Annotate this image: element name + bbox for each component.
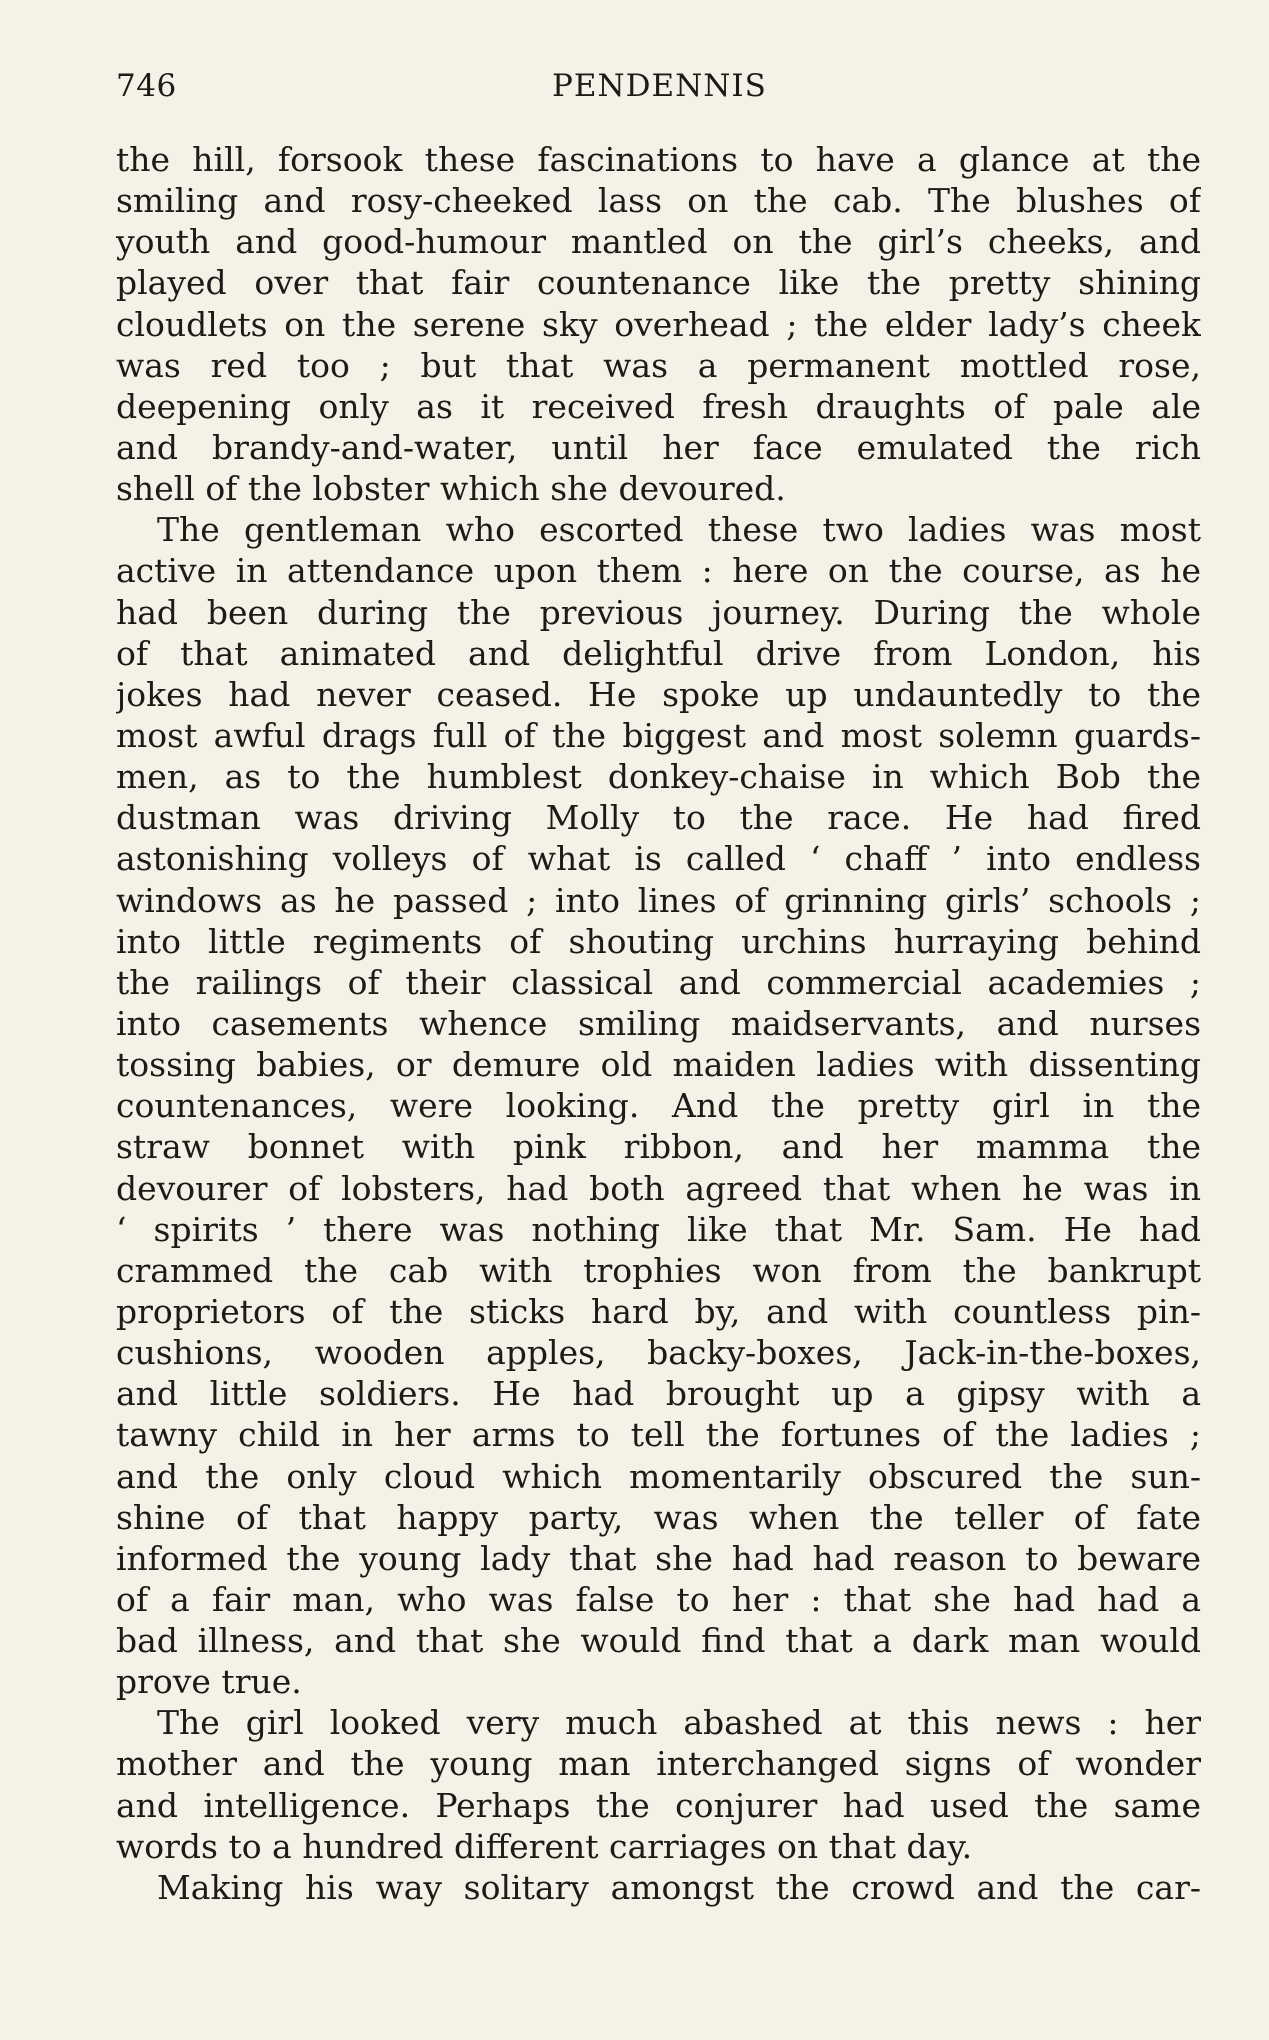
page-header xyxy=(116,62,1201,110)
text-line: tossing babies, or demure old maiden ladies with dissenting xyxy=(116,1045,1201,1085)
text-line: words to a hundred different carriages on that day. xyxy=(116,1826,973,1866)
text-line: astonishing volleys of what is called ‘ chaff ’ into endless xyxy=(116,839,1201,879)
text-line: jokes had never ceased. He spoke up undauntedly to the xyxy=(116,674,1201,714)
text-line: tawny child in her arms to tell the fortunes of the ladies ; xyxy=(116,1415,1201,1455)
text-line: The gentleman who escorted these two ladies was most xyxy=(157,510,1201,550)
text-line: had been during the previous journey. During the whole xyxy=(116,592,1201,632)
text-line: windows as he passed ; into lines of grinning girls’ schools ; xyxy=(116,880,1201,920)
text-line: youth and good-humour mantled on the girl’s cheeks, and xyxy=(116,222,1201,262)
text-line: countenances, were looking. And the pretty girl in the xyxy=(116,1086,1201,1126)
page-number: 746 xyxy=(116,68,177,104)
text-line: prove true. xyxy=(116,1662,302,1702)
text-line: Making his way solitary amongst the crowd and the car- xyxy=(157,1867,1201,1907)
text-line: proprietors of the sticks hard by, and with countless pin- xyxy=(116,1291,1201,1331)
text-line: active in attendance upon them : here on the course, as he xyxy=(116,551,1201,591)
text-line: deepening only as it received fresh draughts of pale ale xyxy=(116,386,1201,426)
text-line: and intelligence. Perhaps the conjurer had used the same xyxy=(116,1785,1201,1825)
text-line: and little soldiers. He had brought up a gipsy with a xyxy=(116,1374,1201,1414)
text-line: bad illness, and that she would find that a dark man would xyxy=(116,1621,1201,1661)
text-line: crammed the cab with trophies won from the bankrupt xyxy=(116,1250,1201,1290)
text-line: dustman was driving Molly to the race. He had fired xyxy=(116,798,1201,838)
text-line: smiling and rosy-cheeked lass on the cab. The blushes of xyxy=(116,181,1201,221)
text-line: into casements whence smiling maidservants, and nurses xyxy=(116,1003,1201,1043)
text-line: into little regiments of shouting urchins hurraying behind xyxy=(116,921,1201,961)
text-line: straw bonnet with pink ribbon, and her mamma the xyxy=(116,1127,1201,1167)
text-line: and the only cloud which momentarily obscured the sun- xyxy=(116,1456,1201,1496)
text-line: ‘ spirits ’ there was nothing like that Mr. Sam. He had xyxy=(116,1209,1201,1249)
text-line: cushions, wooden apples, backy-boxes, Jack-in-the-boxes, xyxy=(116,1333,1201,1373)
text-line: shell of the lobster which she devoured. xyxy=(116,469,786,509)
body-text xyxy=(116,139,1201,1908)
text-line: cloudlets on the serene sky overhead ; the elder lady’s cheek xyxy=(116,304,1201,344)
text-line: men, as to the humblest donkey-chaise in which Bob the xyxy=(116,757,1201,797)
text-line: the railings of their classical and commercial academies ; xyxy=(116,962,1201,1002)
text-line: played over that fair countenance like the pretty shining xyxy=(116,263,1201,303)
text-line: devourer of lobsters, had both agreed that when he was in xyxy=(116,1168,1201,1208)
running-head: PENDENNIS xyxy=(552,68,767,104)
text-line: The girl looked very much abashed at this news : her xyxy=(157,1703,1201,1743)
text-line: was red too ; but that was a permanent mottled rose, xyxy=(116,345,1201,385)
text-line: most awful drags full of the biggest and most solemn guards- xyxy=(116,715,1201,755)
text-line: shine of that happy party, was when the teller of fate xyxy=(116,1497,1201,1537)
text-line: of a fair man, who was false to her : that she had had a xyxy=(116,1579,1201,1619)
text-line: of that animated and delightful drive from London, his xyxy=(116,633,1201,673)
text-line: and brandy-and-water, until her face emulated the rich xyxy=(116,427,1201,467)
text-line: informed the young lady that she had had reason to beware xyxy=(116,1538,1201,1578)
text-line: mother and the young man interchanged signs of wonder xyxy=(116,1744,1201,1784)
text-line: the hill, forsook these fascinations to have a glance at the xyxy=(116,140,1201,179)
